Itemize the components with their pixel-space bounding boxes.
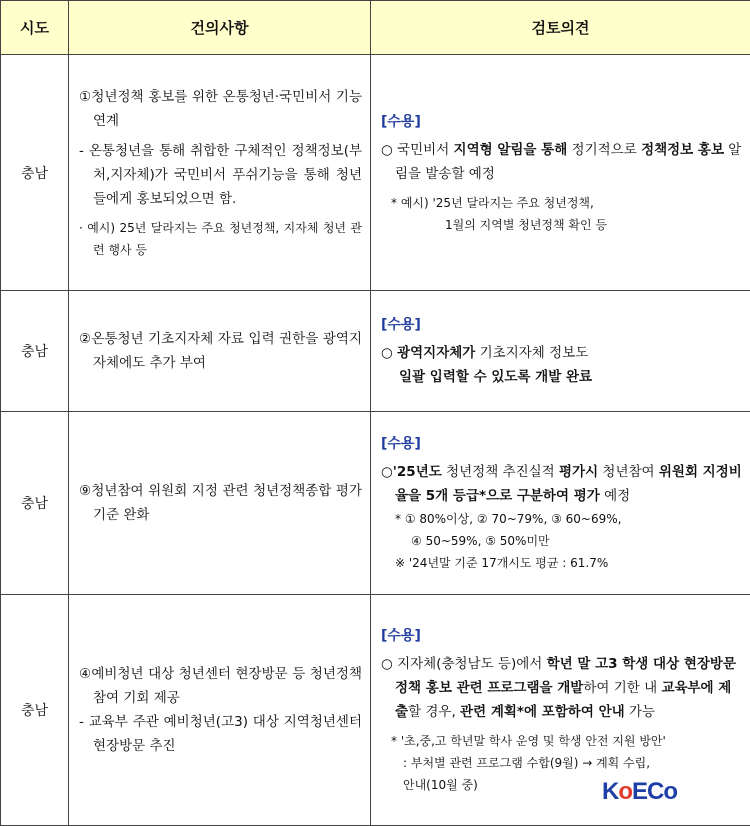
review-bullet <box>381 652 742 724</box>
review-cell <box>371 291 750 412</box>
status-badge: [수용] <box>381 628 421 644</box>
review-note: ④ 50~59%, ⑤ 50%미만 <box>411 534 550 548</box>
region-cell: 충남 <box>1 595 69 826</box>
review-text: 기초지자체 정보도 <box>475 345 589 361</box>
review-bullet <box>381 138 742 186</box>
review-note: * ① 80%이상, ② 70~79%, ③ 60~69%, <box>395 512 622 526</box>
review-bullet <box>381 460 742 508</box>
status-badge: [수용] <box>381 436 421 452</box>
review-emph: 학년 말 고3 학생 대상 현장방문 정책 홍보 관련 프로그램을 개발 <box>395 656 736 696</box>
review-emph: 광역지자체가 <box>397 345 476 361</box>
header-review: 검토의견 <box>371 1 750 55</box>
table-row <box>1 412 750 595</box>
status-badge: [수용] <box>381 113 421 130</box>
proposal-cell <box>69 412 371 595</box>
review-emph: 정책정보 홍보 <box>641 141 725 158</box>
review-note: * '초,중,고 학년말 학사 운영 및 학생 안전 지원 방안' <box>391 734 666 748</box>
review-cell <box>371 55 750 291</box>
review-text: 알림을 발송할 예정 <box>395 141 742 182</box>
review-emph: 일괄 입력할 수 있도록 개발 완료 <box>399 369 593 385</box>
table-row <box>1 55 750 291</box>
review-cell <box>371 412 750 595</box>
review-emph: 위원회 지정비율을 5개 등급*으로 구분하여 평가 <box>395 464 742 504</box>
review-text: ○ <box>381 345 398 361</box>
proposal-main: ④예비청년 대상 청년센터 현장방문 등 청년정책 참여 기회 제공 <box>79 666 362 706</box>
review-note: ※ '24년말 기준 17개시도 평균 : 61.7% <box>395 556 609 570</box>
review-text: 하여 기한 내 <box>583 680 662 696</box>
review-cell <box>371 595 750 826</box>
proposal-example: · 예시) 25년 달라지는 주요 청년정책, 지자체 청년 관련 행사 등 <box>79 220 362 257</box>
proposal-detail: - 교육부 주관 예비청년(고3) 대상 지역청년센터 현장방문 추진 <box>79 714 362 754</box>
review-note: 1월의 지역별 청년정책 확인 등 <box>445 217 607 232</box>
region-cell: 충남 <box>1 55 69 291</box>
review-text: 예정 <box>599 488 631 504</box>
proposal-main: ①청년정책 홍보를 위한 온통청년·국민비서 기능 연계 <box>79 88 362 129</box>
review-note: : 부처별 관련 프로그램 수합(9월) → 계획 수립, 안내(10월 중) <box>403 756 651 792</box>
header-region: 시도 <box>1 1 69 55</box>
review-text: ○ 국민비서 <box>381 141 454 158</box>
review-text: 할 경우, <box>408 704 461 720</box>
koeco-logo: KoECo <box>602 778 678 805</box>
review-emph: 관련 계획*에 포함하여 안내 <box>460 704 625 720</box>
proposal-cell <box>69 55 371 291</box>
status-badge: [수용] <box>381 317 421 333</box>
proposal-cell <box>69 291 371 412</box>
review-emph: ○'25년도 <box>381 464 442 480</box>
header-proposal: 건의사항 <box>69 1 371 55</box>
header-row <box>1 1 750 55</box>
proposal-cell <box>69 595 371 826</box>
proposal-main: ⑨청년참여 위원회 지정 관련 청년정책종합 평가 기준 완화 <box>79 483 362 523</box>
proposal-detail: - 온통청년을 통해 취합한 구체적인 정책정보(부처,지자체)가 국민비서 푸쉬기능을 통해 청년들에게 홍보되었으면 함. <box>79 142 362 207</box>
review-text: 청년정책 추진실적 <box>441 464 559 480</box>
review-emph: 지역형 알림을 통해 <box>453 141 568 158</box>
review-text: 정기적으로 <box>567 141 642 158</box>
review-text: 가능 <box>624 704 656 720</box>
review-emph: 평가시 <box>558 464 599 480</box>
region-cell: 충남 <box>1 291 69 412</box>
proposal-main: ②온통청년 기초지자체 자료 입력 권한을 광역지자체에도 추가 부여 <box>79 331 362 371</box>
review-bullet <box>381 341 742 365</box>
review-text: ○ 지자체(충청남도 등)에서 <box>381 656 547 672</box>
region-cell: 충남 <box>1 412 69 595</box>
review-text: 청년참여 <box>598 464 659 480</box>
table-row <box>1 291 750 412</box>
review-note: * 예시) '25년 달라지는 주요 청년정책, <box>391 195 594 210</box>
review-emph: 교육부에 제출 <box>395 680 732 720</box>
